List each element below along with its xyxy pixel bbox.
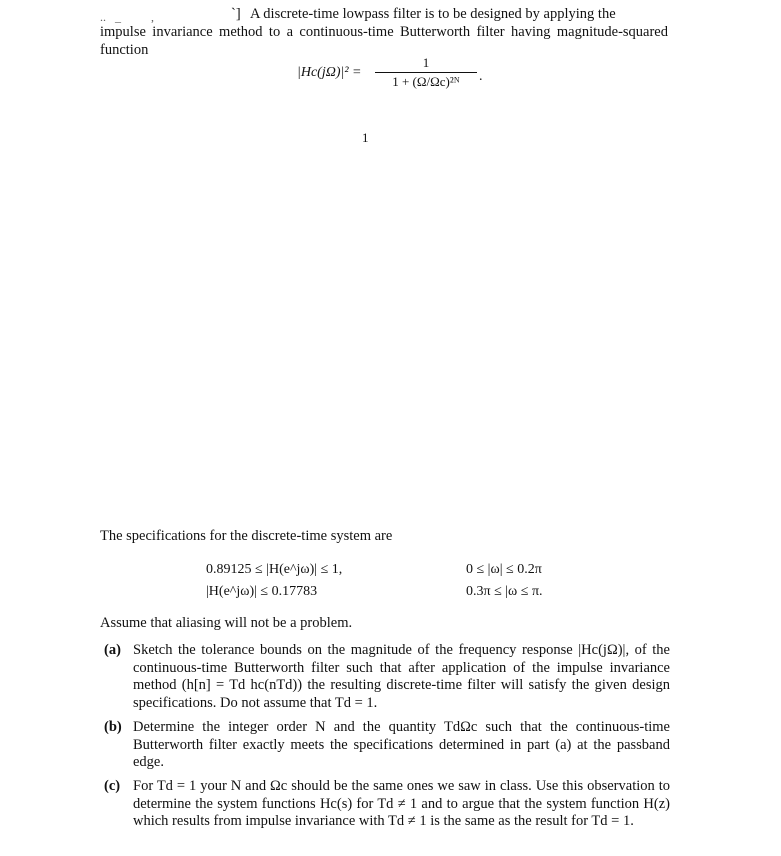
aliasing-assumption: Assume that aliasing will not be a problem. [100,615,353,631]
part-a-text: Sketch the tolerance bounds on the magnitude of the frequency response |Hc(jΩ)|, of the continuous-time Butterworth filter such that after application of the impulse invariance method (h[n] = Td hc(nTd)) the resulting discrete-time filter will satisfy the given design specifications. Do not assume that Td = 1. [133,642,670,711]
intro-line-1: A discrete-time lowpass filter is to be designed by applying the [250,6,616,22]
equation-period: . [479,69,483,84]
spec-stopband-range: 0.3π ≤ |ω ≤ π. [466,584,543,599]
part-b-label: (b) [104,719,122,735]
spec-stopband-magnitude: |H(e^jω)| ≤ 0.17783 [206,584,318,599]
equation-lhs: |Hc(jΩ)|² = [297,65,362,80]
part-a-label: (a) [104,642,121,658]
equation-numerator: 1 [422,55,430,70]
stray-page-number: 1 [362,130,369,145]
part-c-text: For Td = 1 your N and Ωc should be the same ones we saw in class. Use this observation to determine the system functions Hc(s) for Td ≠ 1 and to argue that the system function H(z) which results from impulse invariance with Td ≠ 1 is the same as the result for Td = 1. [133,778,670,829]
specs-intro: The specifications for the discrete-time system are [100,528,393,544]
part-b [104,719,670,772]
part-a [104,642,670,712]
scan-fragment: .. _ , [100,10,154,24]
part-c-label: (c) [104,778,121,794]
part-b-text: Determine the integer order N and the quantity TdΩc such that the continuous-time Butterworth filter exactly meets the specifications determined in part (a) at the passband edge. [133,719,670,770]
part-c [104,778,670,831]
equation-denominator: 1 + (Ω/Ωc)²ᴺ [392,74,460,89]
fraction-bar [375,72,477,73]
spec-passband-magnitude: 0.89125 ≤ |H(e^jω)| ≤ 1, [206,562,343,577]
intro-paragraph: impulse invariance method to a continuous-time Butterworth filter having magnitude-squared function [100,24,668,58]
equation-fraction [375,55,477,90]
header-fragment: `] [231,6,241,22]
spec-passband-range: 0 ≤ |ω| ≤ 0.2π [466,562,542,577]
